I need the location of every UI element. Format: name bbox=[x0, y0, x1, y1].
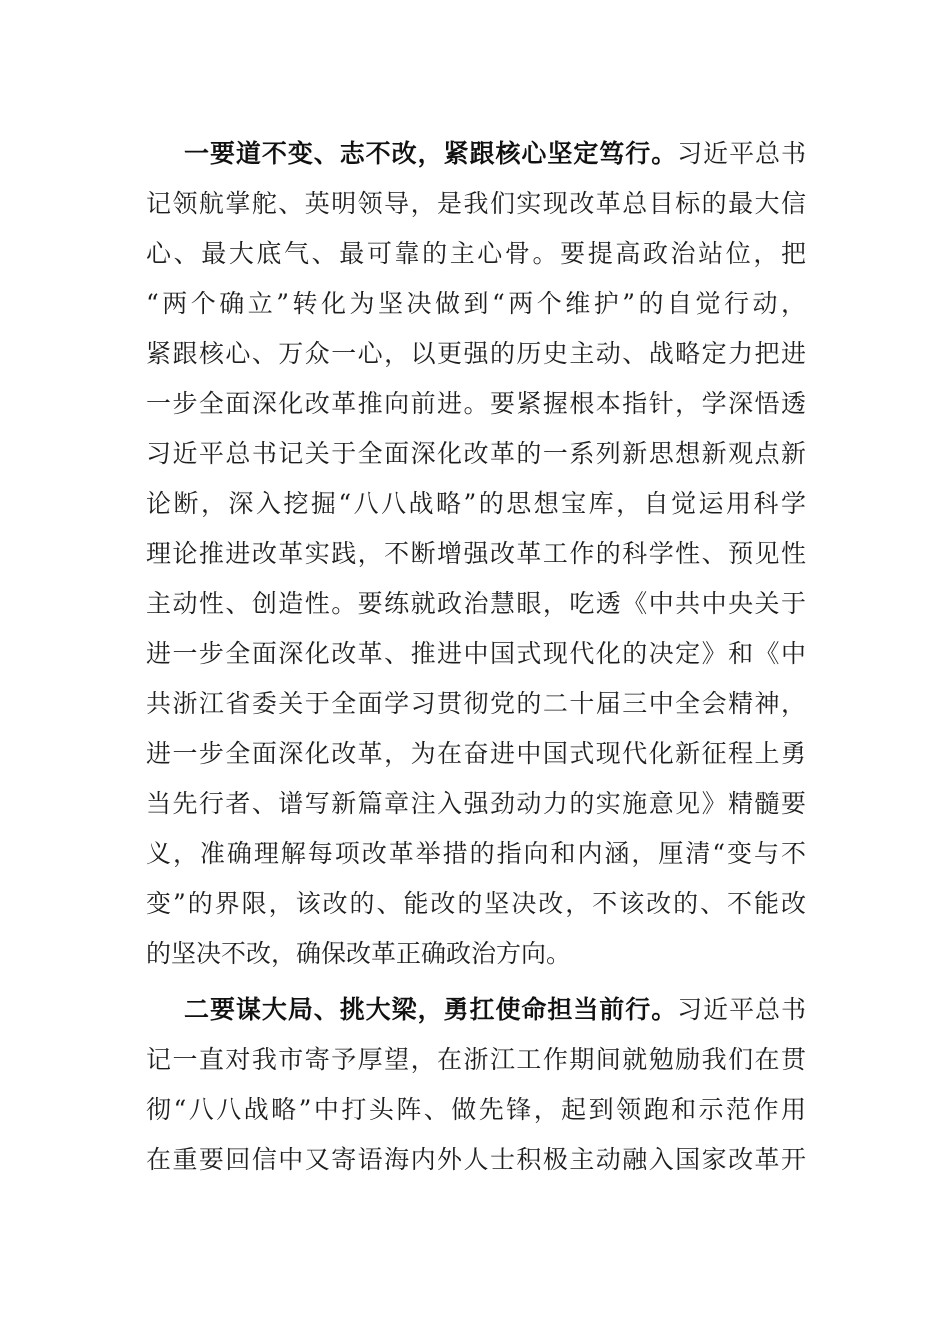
paragraph-line: 进一步全面深化改革，为在奋进中国式现代化新征程上勇 bbox=[146, 739, 806, 768]
paragraph-2-first-line bbox=[184, 993, 806, 1027]
paragraph-line: 一步全面深化改革推向前进。要紧握根本指针，学深悟透 bbox=[146, 389, 806, 418]
paragraph-line: 记领航掌舵、英明领导，是我们实现改革总目标的最大信 bbox=[146, 189, 806, 218]
paragraph-line: 心、最大底气、最可靠的主心骨。要提高政治站位，把 bbox=[146, 239, 806, 268]
paragraph-2-heading: 二要谋大局、挑大梁，勇扛使命担当前行。 bbox=[184, 995, 678, 1024]
paragraph-line: “两个确立”转化为坚决做到“两个维护”的自觉行动， bbox=[146, 289, 806, 318]
paragraph-1-first-text: 习近平总书 bbox=[677, 139, 806, 168]
paragraph-line: 当先行者、谱写新篇章注入强劲动力的实施意见》精髓要 bbox=[146, 789, 806, 818]
paragraph-line: 在重要回信中又寄语海内外人士积极主动融入国家改革开 bbox=[146, 1145, 806, 1174]
paragraph-line: 进一步全面深化改革、推进中国式现代化的决定》和《中 bbox=[146, 639, 806, 668]
paragraph-line: 主动性、创造性。要练就政治慧眼，吃透《中共中央关于 bbox=[146, 589, 806, 618]
paragraph-line: 彻“八八战略”中打头阵、做先锋，起到领跑和示范作用 bbox=[146, 1095, 806, 1124]
paragraph-line: 理论推进改革实践，不断增强改革工作的科学性、预见性 bbox=[146, 539, 806, 568]
paragraph-1-heading: 一要道不变、志不改，紧跟核心坚定笃行。 bbox=[184, 139, 678, 168]
paragraph-line: 记一直对我市寄予厚望，在浙江工作期间就勉励我们在贯 bbox=[146, 1045, 806, 1074]
paragraph-line: 论断，深入挖掘“八八战略”的思想宝库，自觉运用科学 bbox=[146, 489, 806, 518]
paragraph-line: 义，准确理解每项改革举措的指向和内涵，厘清“变与不 bbox=[146, 839, 806, 868]
paragraph-2-first-text: 习近平总书 bbox=[677, 995, 806, 1024]
paragraph-line: 变”的界限，该改的、能改的坚决改，不该改的、不能改 bbox=[146, 889, 806, 918]
paragraph-1-first-line bbox=[184, 137, 806, 171]
paragraph-line: 紧跟核心、万众一心，以更强的历史主动、战略定力把进 bbox=[146, 339, 806, 368]
paragraph-line: 共浙江省委关于全面学习贯彻党的二十届三中全会精神， bbox=[146, 689, 806, 718]
paragraph-line: 习近平总书记关于全面深化改革的一系列新思想新观点新 bbox=[146, 439, 806, 468]
paragraph-line: 的坚决不改，确保改革正确政治方向。 bbox=[146, 939, 572, 968]
